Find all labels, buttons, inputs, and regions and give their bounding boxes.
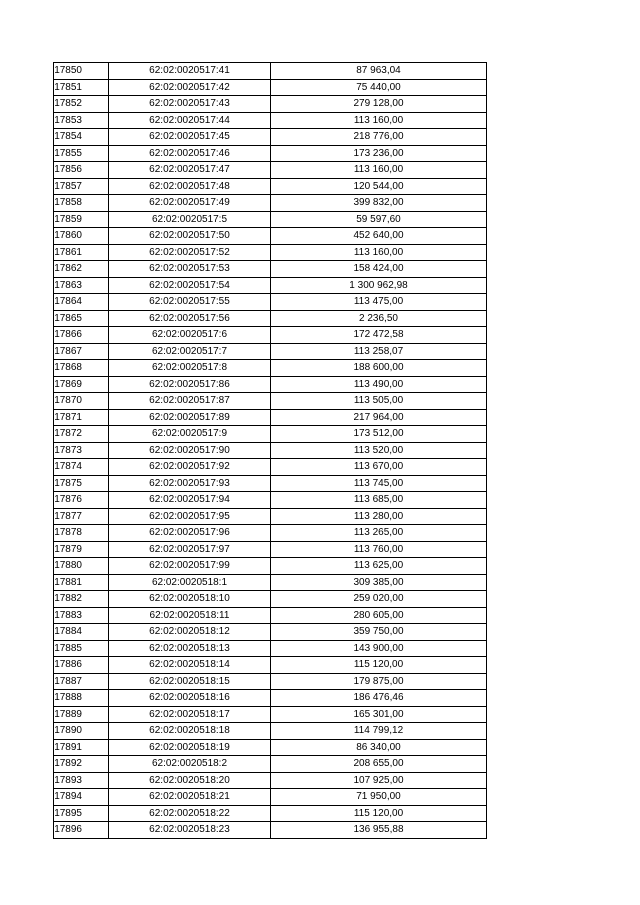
row-number-cell: 17881 <box>54 574 109 591</box>
row-number-cell: 17892 <box>54 756 109 773</box>
table-body <box>54 63 487 839</box>
row-number-cell: 17866 <box>54 327 109 344</box>
row-number-cell: 17891 <box>54 739 109 756</box>
cadastral-number-cell: 62:02:0020517:97 <box>109 541 271 558</box>
cadastral-number-cell: 62:02:0020517:44 <box>109 112 271 129</box>
row-number-cell: 17864 <box>54 294 109 311</box>
table-row <box>54 756 487 773</box>
cadastral-value-cell: 186 476,46 <box>271 690 487 707</box>
table-row <box>54 574 487 591</box>
row-number-cell: 17857 <box>54 178 109 195</box>
table-row <box>54 492 487 509</box>
table-row <box>54 525 487 542</box>
cadastral-value-cell: 86 340,00 <box>271 739 487 756</box>
cadastral-number-cell: 62:02:0020517:87 <box>109 393 271 410</box>
row-number-cell: 17882 <box>54 591 109 608</box>
table-row <box>54 162 487 179</box>
table-row <box>54 228 487 245</box>
cadastral-value-cell: 113 160,00 <box>271 162 487 179</box>
cadastral-number-cell: 62:02:0020517:89 <box>109 409 271 426</box>
row-number-cell: 17855 <box>54 145 109 162</box>
table-row <box>54 409 487 426</box>
cadastral-number-cell: 62:02:0020518:19 <box>109 739 271 756</box>
table-row <box>54 640 487 657</box>
cadastral-value-cell: 113 490,00 <box>271 376 487 393</box>
row-number-cell: 17894 <box>54 789 109 806</box>
row-number-cell: 17889 <box>54 706 109 723</box>
cadastral-number-cell: 62:02:0020517:94 <box>109 492 271 509</box>
table-row <box>54 79 487 96</box>
cadastral-value-cell: 75 440,00 <box>271 79 487 96</box>
cadastral-number-cell: 62:02:0020517:5 <box>109 211 271 228</box>
table-row <box>54 343 487 360</box>
row-number-cell: 17879 <box>54 541 109 558</box>
table-row <box>54 739 487 756</box>
cadastral-number-cell: 62:02:0020517:90 <box>109 442 271 459</box>
row-number-cell: 17895 <box>54 805 109 822</box>
cadastral-number-cell: 62:02:0020518:15 <box>109 673 271 690</box>
cadastral-value-cell: 113 160,00 <box>271 112 487 129</box>
table-row <box>54 376 487 393</box>
cadastral-value-cell: 452 640,00 <box>271 228 487 245</box>
cadastral-number-cell: 62:02:0020517:41 <box>109 63 271 80</box>
cadastral-value-cell: 172 472,58 <box>271 327 487 344</box>
cadastral-value-cell: 113 160,00 <box>271 244 487 261</box>
row-number-cell: 17865 <box>54 310 109 327</box>
row-number-cell: 17896 <box>54 822 109 839</box>
cadastral-number-cell: 62:02:0020517:49 <box>109 195 271 212</box>
cadastral-value-cell: 113 280,00 <box>271 508 487 525</box>
cadastral-value-cell: 280 605,00 <box>271 607 487 624</box>
table-row <box>54 96 487 113</box>
cadastral-number-cell: 62:02:0020517:43 <box>109 96 271 113</box>
cadastral-value-cell: 173 236,00 <box>271 145 487 162</box>
cadastral-number-cell: 62:02:0020518:17 <box>109 706 271 723</box>
row-number-cell: 17868 <box>54 360 109 377</box>
table-row <box>54 294 487 311</box>
cadastral-number-cell: 62:02:0020517:7 <box>109 343 271 360</box>
cadastral-value-cell: 87 963,04 <box>271 63 487 80</box>
cadastral-number-cell: 62:02:0020517:46 <box>109 145 271 162</box>
row-number-cell: 17871 <box>54 409 109 426</box>
cadastral-number-cell: 62:02:0020518:18 <box>109 723 271 740</box>
row-number-cell: 17885 <box>54 640 109 657</box>
table-row <box>54 145 487 162</box>
cadastral-value-cell: 113 520,00 <box>271 442 487 459</box>
cadastral-number-cell: 62:02:0020518:22 <box>109 805 271 822</box>
cadastral-value-cell: 259 020,00 <box>271 591 487 608</box>
table-row <box>54 607 487 624</box>
cadastral-value-cell: 143 900,00 <box>271 640 487 657</box>
cadastral-number-cell: 62:02:0020517:95 <box>109 508 271 525</box>
row-number-cell: 17851 <box>54 79 109 96</box>
cadastral-value-cell: 2 236,50 <box>271 310 487 327</box>
cadastral-value-cell: 115 120,00 <box>271 657 487 674</box>
cadastral-value-cell: 113 505,00 <box>271 393 487 410</box>
row-number-cell: 17890 <box>54 723 109 740</box>
cadastral-value-cell: 113 685,00 <box>271 492 487 509</box>
table-row <box>54 244 487 261</box>
row-number-cell: 17875 <box>54 475 109 492</box>
row-number-cell: 17883 <box>54 607 109 624</box>
cadastral-number-cell: 62:02:0020517:42 <box>109 79 271 96</box>
cadastral-number-cell: 62:02:0020517:86 <box>109 376 271 393</box>
cadastral-value-cell: 165 301,00 <box>271 706 487 723</box>
row-number-cell: 17880 <box>54 558 109 575</box>
cadastral-number-cell: 62:02:0020518:14 <box>109 657 271 674</box>
table-row <box>54 475 487 492</box>
table-row <box>54 789 487 806</box>
table-row <box>54 112 487 129</box>
row-number-cell: 17858 <box>54 195 109 212</box>
cadastral-number-cell: 62:02:0020518:21 <box>109 789 271 806</box>
cadastral-number-cell: 62:02:0020517:55 <box>109 294 271 311</box>
table-row <box>54 657 487 674</box>
row-number-cell: 17877 <box>54 508 109 525</box>
table-row <box>54 277 487 294</box>
cadastral-number-cell: 62:02:0020517:6 <box>109 327 271 344</box>
table-row <box>54 442 487 459</box>
table-row <box>54 211 487 228</box>
table-row <box>54 673 487 690</box>
cadastral-number-cell: 62:02:0020517:54 <box>109 277 271 294</box>
row-number-cell: 17853 <box>54 112 109 129</box>
cadastral-value-cell: 359 750,00 <box>271 624 487 641</box>
cadastral-number-cell: 62:02:0020517:50 <box>109 228 271 245</box>
cadastral-value-cell: 71 950,00 <box>271 789 487 806</box>
cadastral-value-cell: 1 300 962,98 <box>271 277 487 294</box>
cadastral-value-cell: 279 128,00 <box>271 96 487 113</box>
row-number-cell: 17852 <box>54 96 109 113</box>
cadastral-value-cell: 115 120,00 <box>271 805 487 822</box>
table-row <box>54 508 487 525</box>
row-number-cell: 17893 <box>54 772 109 789</box>
row-number-cell: 17886 <box>54 657 109 674</box>
table-row <box>54 591 487 608</box>
row-number-cell: 17863 <box>54 277 109 294</box>
cadastral-value-cell: 188 600,00 <box>271 360 487 377</box>
row-number-cell: 17854 <box>54 129 109 146</box>
table-row <box>54 723 487 740</box>
cadastral-value-cell: 309 385,00 <box>271 574 487 591</box>
row-number-cell: 17869 <box>54 376 109 393</box>
row-number-cell: 17874 <box>54 459 109 476</box>
row-number-cell: 17856 <box>54 162 109 179</box>
table-row <box>54 129 487 146</box>
cadastral-number-cell: 62:02:0020518:1 <box>109 574 271 591</box>
cadastral-value-cell: 113 265,00 <box>271 525 487 542</box>
cadastral-number-cell: 62:02:0020517:93 <box>109 475 271 492</box>
row-number-cell: 17850 <box>54 63 109 80</box>
cadastral-value-cell: 217 964,00 <box>271 409 487 426</box>
cadastral-value-cell: 114 799,12 <box>271 723 487 740</box>
cadastral-value-cell: 120 544,00 <box>271 178 487 195</box>
cadastral-number-cell: 62:02:0020518:2 <box>109 756 271 773</box>
table-row <box>54 393 487 410</box>
table-row <box>54 624 487 641</box>
row-number-cell: 17860 <box>54 228 109 245</box>
table-row <box>54 426 487 443</box>
row-number-cell: 17887 <box>54 673 109 690</box>
cadastral-number-cell: 62:02:0020518:20 <box>109 772 271 789</box>
cadastral-number-cell: 62:02:0020518:23 <box>109 822 271 839</box>
row-number-cell: 17867 <box>54 343 109 360</box>
cadastral-value-cell: 59 597,60 <box>271 211 487 228</box>
cadastral-number-cell: 62:02:0020518:13 <box>109 640 271 657</box>
table-row <box>54 360 487 377</box>
cadastral-number-cell: 62:02:0020518:10 <box>109 591 271 608</box>
cadastral-value-cell: 399 832,00 <box>271 195 487 212</box>
table-row <box>54 261 487 278</box>
row-number-cell: 17884 <box>54 624 109 641</box>
cadastral-number-cell: 62:02:0020517:52 <box>109 244 271 261</box>
cadastral-number-cell: 62:02:0020517:47 <box>109 162 271 179</box>
cadastral-value-cell: 113 475,00 <box>271 294 487 311</box>
cadastral-value-cell: 113 625,00 <box>271 558 487 575</box>
row-number-cell: 17870 <box>54 393 109 410</box>
cadastral-number-cell: 62:02:0020517:8 <box>109 360 271 377</box>
cadastral-number-cell: 62:02:0020517:45 <box>109 129 271 146</box>
table-row <box>54 195 487 212</box>
row-number-cell: 17878 <box>54 525 109 542</box>
cadastral-value-cell: 113 670,00 <box>271 459 487 476</box>
row-number-cell: 17861 <box>54 244 109 261</box>
table-row <box>54 822 487 839</box>
table-row <box>54 459 487 476</box>
table-row <box>54 706 487 723</box>
table-row <box>54 178 487 195</box>
cadastral-value-cell: 173 512,00 <box>271 426 487 443</box>
cadastral-number-cell: 62:02:0020518:11 <box>109 607 271 624</box>
table-row <box>54 690 487 707</box>
table-row <box>54 310 487 327</box>
cadastral-value-cell: 179 875,00 <box>271 673 487 690</box>
row-number-cell: 17872 <box>54 426 109 443</box>
cadastral-number-cell: 62:02:0020518:16 <box>109 690 271 707</box>
table-row <box>54 327 487 344</box>
cadastral-number-cell: 62:02:0020517:56 <box>109 310 271 327</box>
row-number-cell: 17888 <box>54 690 109 707</box>
cadastral-value-cell: 208 655,00 <box>271 756 487 773</box>
cadastral-value-cell: 113 258,07 <box>271 343 487 360</box>
cadastral-value-table <box>53 62 487 839</box>
table-row <box>54 63 487 80</box>
cadastral-number-cell: 62:02:0020517:92 <box>109 459 271 476</box>
cadastral-number-cell: 62:02:0020517:96 <box>109 525 271 542</box>
cadastral-value-cell: 113 760,00 <box>271 541 487 558</box>
row-number-cell: 17876 <box>54 492 109 509</box>
cadastral-number-cell: 62:02:0020517:9 <box>109 426 271 443</box>
row-number-cell: 17862 <box>54 261 109 278</box>
row-number-cell: 17859 <box>54 211 109 228</box>
cadastral-value-cell: 136 955,88 <box>271 822 487 839</box>
cadastral-value-cell: 107 925,00 <box>271 772 487 789</box>
document-page <box>53 62 486 839</box>
cadastral-value-cell: 113 745,00 <box>271 475 487 492</box>
cadastral-number-cell: 62:02:0020517:48 <box>109 178 271 195</box>
table-row <box>54 558 487 575</box>
table-row <box>54 805 487 822</box>
row-number-cell: 17873 <box>54 442 109 459</box>
table-row <box>54 541 487 558</box>
cadastral-value-cell: 218 776,00 <box>271 129 487 146</box>
cadastral-number-cell: 62:02:0020517:53 <box>109 261 271 278</box>
table-row <box>54 772 487 789</box>
cadastral-number-cell: 62:02:0020517:99 <box>109 558 271 575</box>
cadastral-number-cell: 62:02:0020518:12 <box>109 624 271 641</box>
cadastral-value-cell: 158 424,00 <box>271 261 487 278</box>
